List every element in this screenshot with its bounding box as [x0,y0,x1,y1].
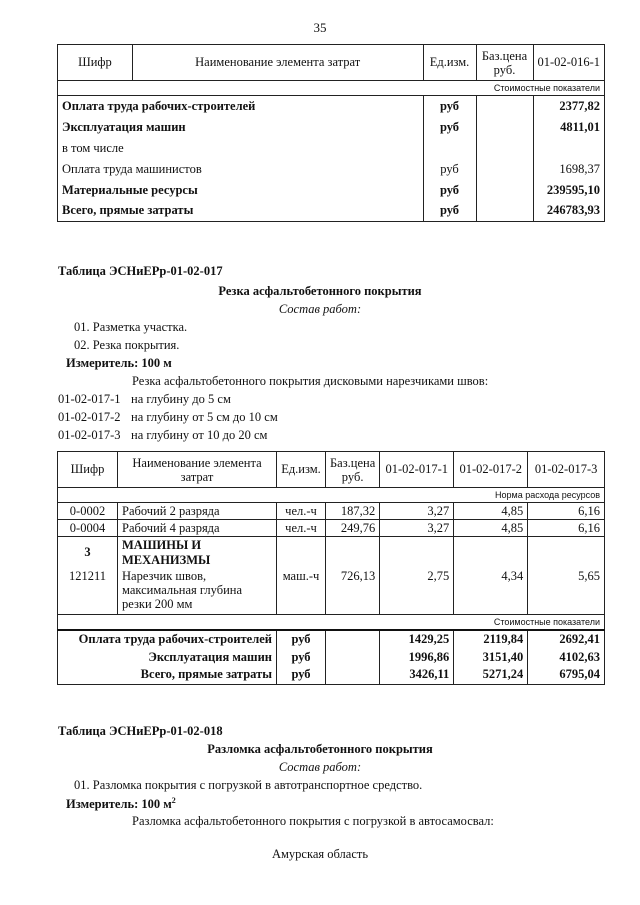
total-unit: руб [277,666,326,684]
row-unit: руб [423,159,476,180]
total-name: Всего, прямые затраты [58,666,277,684]
section-title: Резка асфальтобетонного покрытия [218,284,422,298]
machine-v1: 2,75 [380,569,454,615]
total-v3: 4102,63 [528,648,605,666]
work-step: 02. Резка покрытия. [74,338,180,352]
row-name: Материальные ресурсы [58,180,424,201]
measure-unit [66,796,176,812]
total-v1: 3426,11 [380,666,454,684]
total-v3: 2692,41 [528,630,605,648]
work-description: Разломка асфальтобетонного покрытия с погрузкой в автосамосвал: [132,814,494,828]
row-name: Оплата труда рабочих-строителей [58,96,424,117]
header-base-price: Баз.цена руб. [326,452,380,488]
total-name: Эксплуатация машин [58,648,277,666]
row-unit: руб [423,180,476,201]
header-code: Шифр [58,452,118,488]
subheader-cost: Стоимостные показатели [58,615,605,631]
row-name: Оплата труда машинистов [58,159,424,180]
variant-text: на глубину до 5 см [131,392,231,406]
work-step: 01. Разломка покрытия с погрузкой в автотранспортное средство. [74,778,423,792]
machine-code: 121211 [58,569,118,615]
resource-name: Рабочий 2 разряда [118,503,277,520]
variant-code: 01-02-017-1 [58,392,121,406]
machines-group-title: МАШИНЫ И МЕХАНИЗМЫ [118,537,277,569]
row-value: 239595,10 [533,180,605,201]
work-step: 01. Разметка участка. [74,320,188,334]
header-col: 01-02-016-1 [533,45,605,81]
resource-v2: 4,85 [454,520,528,537]
table-id: Таблица ЭСНиЕРр-01-02-018 [58,724,223,738]
table-id: Таблица ЭСНиЕРр-01-02-017 [58,264,223,278]
resource-table-017 [57,451,605,685]
resource-code: 0-0004 [58,520,118,537]
composition-label: Состав работ: [278,760,362,774]
header-col-2: 01-02-017-2 [454,452,528,488]
machines-group-code: 3 [58,537,118,569]
header-base-price: Баз.цена руб. [476,45,533,81]
resource-v3: 6,16 [528,520,605,537]
row-value: 246783,93 [533,201,605,222]
measure-unit: Измеритель: 100 м [66,356,172,370]
resource-unit: чел.-ч [277,520,326,537]
total-name: Оплата труда рабочих-строителей [58,630,277,648]
resource-v3: 6,16 [528,503,605,520]
header-unit: Ед.изм. [423,45,476,81]
machine-name: Нарезчик швов, максимальная глубина резки 200 мм [118,569,277,615]
row-name: в том числе [58,138,424,159]
page-number: 35 [313,20,327,35]
row-unit: руб [423,96,476,117]
header-unit: Ед.изм. [277,452,326,488]
variant-code: 01-02-017-2 [58,410,121,424]
composition-label: Состав работ: [278,302,362,316]
total-v3: 6795,04 [528,666,605,684]
row-name: Эксплуатация машин [58,117,424,138]
total-unit: руб [277,630,326,648]
subheader-cost: Стоимостные показатели [58,81,605,96]
variant-code: 01-02-017-3 [58,428,121,442]
row-value: 1698,37 [533,159,605,180]
row-unit: руб [423,117,476,138]
header-col-3: 01-02-017-3 [528,452,605,488]
resource-v2: 4,85 [454,503,528,520]
machine-price: 726,13 [326,569,380,615]
total-v1: 1996,86 [380,648,454,666]
header-name: Наименование элемента затрат [132,45,423,81]
variant-text: на глубину от 5 см до 10 см [131,410,278,424]
measure-text: Измеритель: 100 м [66,797,172,812]
measure-sup: 2 [171,796,176,805]
header-name: Наименование элемента затрат [118,452,277,488]
header-col-1: 01-02-017-1 [380,452,454,488]
resource-price: 249,76 [326,520,380,537]
row-name: Всего, прямые затраты [58,201,424,222]
row-value: 2377,82 [533,96,605,117]
row-unit: руб [423,201,476,222]
resource-v1: 3,27 [380,520,454,537]
resource-unit: чел.-ч [277,503,326,520]
resource-v1: 3,27 [380,503,454,520]
total-v2: 3151,40 [454,648,528,666]
subheader-norms: Норма расхода ресурсов [58,488,605,503]
machine-v3: 5,65 [528,569,605,615]
total-unit: руб [277,648,326,666]
cost-table-016 [57,44,605,222]
footer-region: Амурская область [271,847,369,861]
section-title: Разломка асфальтобетонного покрытия [207,742,433,756]
row-value: 4811,01 [533,117,605,138]
total-v2: 5271,24 [454,666,528,684]
machine-v2: 4,34 [454,569,528,615]
resource-price: 187,32 [326,503,380,520]
machine-unit: маш.-ч [277,569,326,615]
resource-name: Рабочий 4 разряда [118,520,277,537]
variant-text: на глубину от 10 до 20 см [131,428,268,442]
header-code: Шифр [58,45,133,81]
resource-code: 0-0002 [58,503,118,520]
total-v2: 2119,84 [454,630,528,648]
total-v1: 1429,25 [380,630,454,648]
work-description: Резка асфальтобетонного покрытия дисковыми нарезчиками швов: [132,374,489,388]
